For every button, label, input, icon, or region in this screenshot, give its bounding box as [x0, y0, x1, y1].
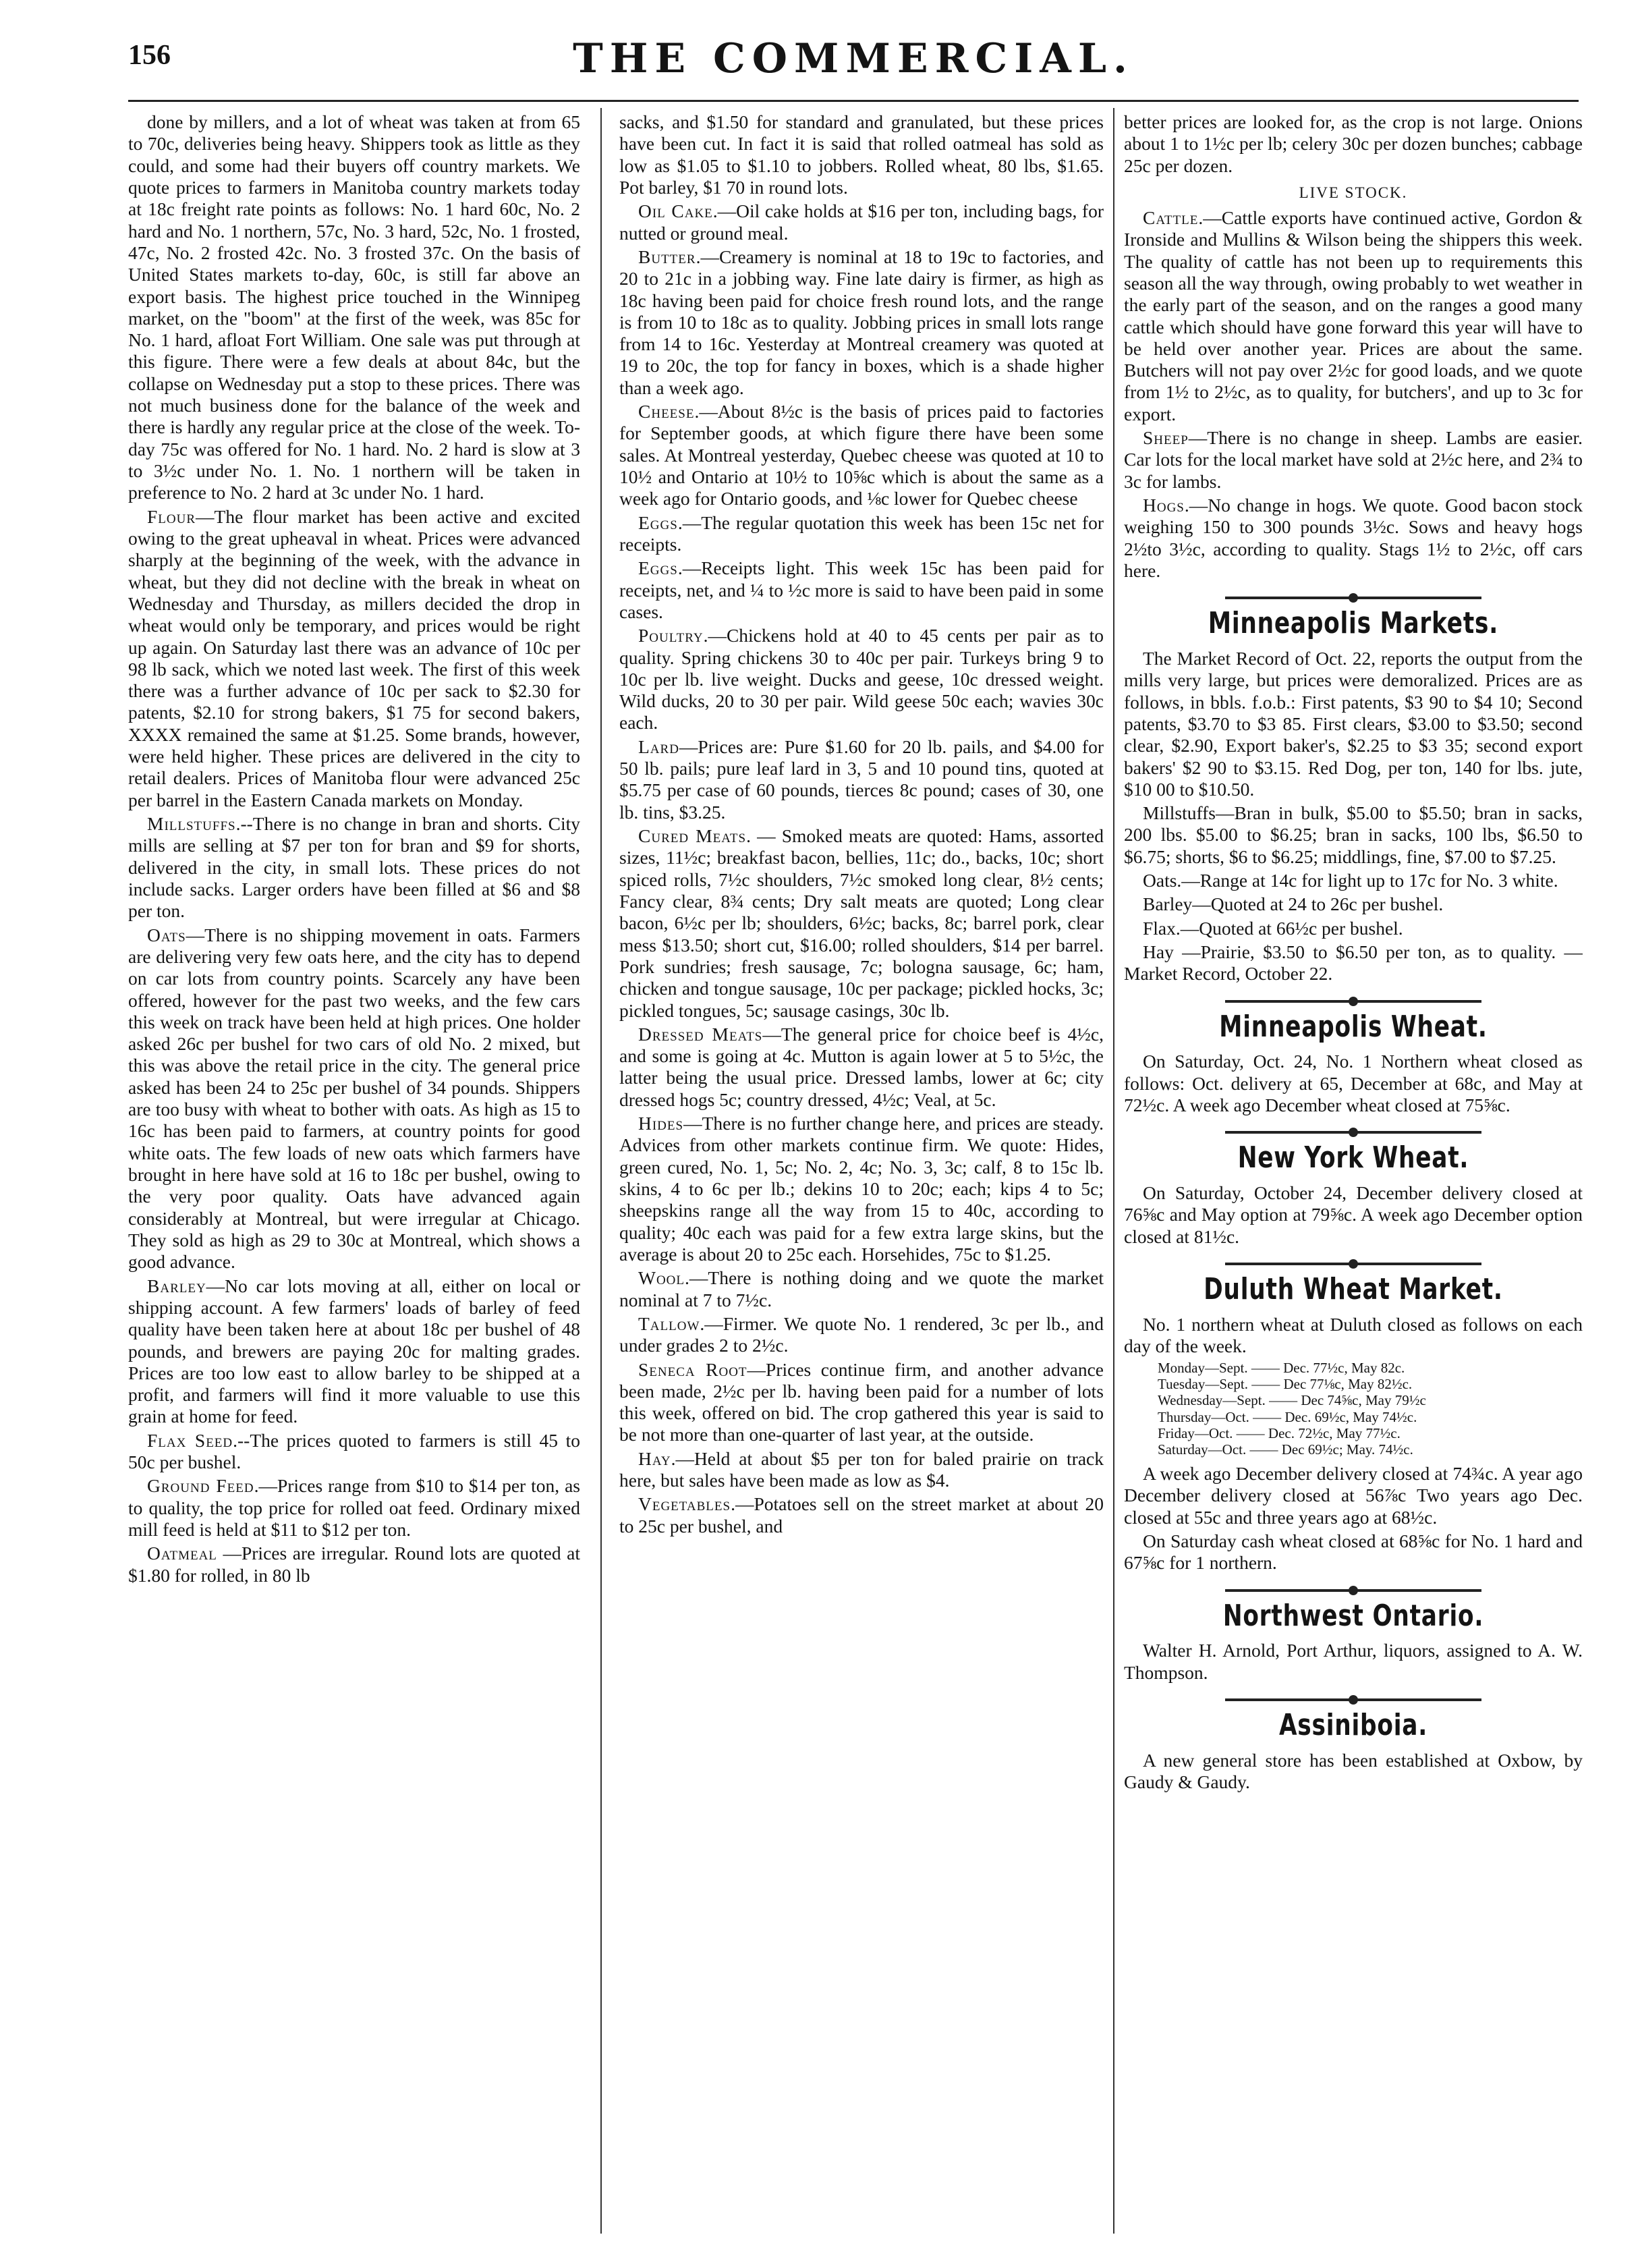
paragraph-text: —Prices are: Pure $1.60 for 20 lb. pails, and $4.00 for 50 lb. pails; pure leaf lard in 3, 5 and 10 pound tins, quoted at $5.75 per case of 60 pounds, tierces 8c pound; cases of 30, one lb. tins, $3.25.	[619, 736, 1104, 823]
article-paragraph	[619, 401, 1104, 510]
paragraph-text: .—About 8½c is the basis of prices paid to factories for September goods, at which figure there have been some sales. At Montreal yesterday, Quebec cheese was quoted at 10 to 10½ and Ontario at 10½ to 10⅝c which is about the same as a week ago for Ontario goods, and ⅛c lower for Quebec cheese	[619, 401, 1104, 509]
section-heading: Duluth Wheat Market.	[1204, 1271, 1503, 1306]
paragraph-text: done by millers, and a lot of wheat was taken at from 65 to 70c, deliveries being heavy. Shippers took as little as they could, and some had their buyers off country markets. We quote prices to farmers in Manitoba country markets today at 18c freight rate points as follows: No. 1 hard 60c, No. 2 hard and No. 1 northern, 57c, No. 3 hard, 52c, No. 1 frosted, 47c, No. 2 frosted 42c. No. 3 frosted 37c. On the basis of United States markets to-day, 60c, is still far above an export basis. The highest price touched in the Winnipeg market, on the "boom" at the first of the week, was 85c for No. 1 hard, afloat Fort William. One sale was put through at this figure. There were a few deals at about 84c, but the collapse on Wednesday put a stop to these prices. There was not much business done for the balance of the week and there is hardly any regular price at the close of the week. To-day 75c was offered for No. 1 hard. No. 2 hard is slow at 3 to 3½c under No. 1. No. 1 northern will be taken in preference to No. 2 hard at 3c under No. 1 hard.	[128, 111, 580, 503]
paragraph-text: .—Chickens hold at 40 to 45 cents per pair as to quality. Spring chickens 30 to 40c per pair. Turkeys bring 9 to 10c per lb. live weight. Ducks and geese, 10c dressed weight. Wild ducks, 20 to 30 per pair. Wild geese 50c each; wavies 30c each.	[619, 625, 1104, 734]
paragraph-text: .—Held at about $5 per ton for baled prairie on track here, but sales have been made as low as $4.	[619, 1447, 1104, 1491]
section-divider	[1225, 1000, 1481, 1003]
paragraph-text: . — Smoked meats are quoted: Hams, assorted sizes, 11½c; breakfast bacon, bellies, 11c; do., backs, 10c; short spiced rolls, 7½c shoulders, 7½c smoked long clear, 8½ cents; Fancy clear, 8¾ cents; Dry salt meats are quoted; Long clear bacon, 6½c per lb; shoulders, 6½c; backs, 8c; barrel pork, clear mess $13.50; short cut, $16.00; rolled shoulders, $14 per barrel. Pork sundries; fresh sausage, 7c; bologna sausage, 6c; ham, chicken and tongue sausage, 10c per package; pickled hocks, 3c; pickled tongues, 5c; sausage casings, 30c lb.	[619, 825, 1104, 1021]
paragraph-text: .—Cattle exports have continued active, Gordon & Ironside and Mullins & Wilson being the shippers this week. The quality of cattle has not been up to requirements this season all the way through, owing probably to wet weather in the early part of the season, and on the ranges a good many cattle which should have gone forward this year will have to be held over another year. Prices are about the same. Butchers will not pay over 2½c for good loads, and we quote from 1½ to 2½c, as to quality, for butchers', and up to 3c for export.	[1124, 206, 1583, 424]
paragraph-text: —Prices continue firm, and another advance been made, 2½c per lb. having been paid for a number of lots this week, offered on bid. The crop gathered this year is said to be not more than one-quarter of last year, at the outside.	[619, 1358, 1104, 1445]
table-row: Tuesday—Sept. —— Dec 77⅛c, May 82½c.	[1158, 1376, 1413, 1393]
paragraph-text: Millstuffs—Bran in bulk, $5.00 to $5.50; bran in sacks, 200 lbs. $5.00 to $6.25; bran in sacks, 100 lbs, $6.50 to $6.75; shorts, $6 to $6.25; middlings, fine, $7.00 to $7.25.	[1124, 802, 1583, 867]
paragraph-lead: Cattle	[1143, 206, 1199, 228]
paragraph-text: .—Potatoes sell on the street market at about 20 to 25c per bushel, and	[619, 1493, 1104, 1537]
article-paragraph	[1124, 893, 1583, 915]
paragraph-lead: Flour	[147, 505, 196, 527]
paragraph-lead: Eggs	[638, 511, 678, 533]
paragraph-text: Hay —Prairie, $3.50 to $6.50 per ton, as to quality. —Market Record, October 22.	[1124, 941, 1583, 985]
article-paragraph	[619, 1113, 1104, 1265]
paragraph-text: .—Receipts light. This week 15c has been paid for receipts, net, and ¼ to ½c more is said to have been paid in some cases.	[619, 557, 1104, 622]
section-heading: Minneapolis Wheat.	[1219, 1009, 1488, 1044]
paragraph-text: —There is no change in sheep. Lambs are easier. Car lots for the local market have sold at 2½c here, and 2¾ to 3c for lambs.	[1124, 427, 1583, 492]
paragraph-text: —There is no shipping movement in oats. Farmers are delivering very few oats here, and the city has to depend on car lots from country points. Scarcely any have been offered, however for the past two weeks, and the few cars this week on track have been held at high prices. One holder asked 26c per bushel for two cars of old No. 2 mixed, but this was above the retail price in the city. The general price asked has been 24 to 25c per bushel of 34 pounds. Shippers are too busy with wheat to bother with oats. As high as 15 to 16c has been paid to farmers, at country points for good white oats. The few loads of new oats which farmers have brought in here have sold at 16 to 18c per bushel, owing to the very poor quality. Oats have advanced again considerably at Montreal, but were irregular at Chicago. They sold as high as 29 to 30c at Montreal, which shows a good advance.	[128, 924, 580, 1273]
paragraph-lead: Eggs	[638, 557, 678, 579]
article-paragraph	[619, 111, 1104, 198]
paragraph-text: Oats.—Range at 14c for light up to 17c for No. 3 white.	[1143, 870, 1558, 891]
paragraph-text: sacks, and $1.50 for standard and granulated, but these prices have been cut. In fact it is said that rolled oatmeal has sold as low as $1.05 to $1.10 to jobbers. Rolled wheat, 80 lbs, $1.65. Pot barley, $1 70 in round lots.	[619, 111, 1104, 198]
paragraph-lead: Poultry	[638, 625, 704, 646]
article-paragraph	[128, 1475, 580, 1541]
minneapolis-markets-section	[1124, 597, 1583, 641]
section-divider	[1225, 597, 1481, 599]
assiniboia-section	[1124, 1698, 1583, 1743]
section-divider	[1225, 1698, 1481, 1701]
article-paragraph	[128, 1543, 580, 1586]
paragraph-text: .--There is no change in bran and shorts. City mills are selling at $7 per ton for bran and $9 for shorts, delivered in the city, in small lots. These prices do not include sacks. Larger orders have been filled at $6 and $8 per ton.	[128, 813, 580, 922]
paragraph-text: Flax.—Quoted at 66½c per bushel.	[1143, 917, 1403, 939]
article-paragraph	[619, 736, 1104, 823]
paragraph-lead: Butter	[638, 246, 696, 267]
paragraph-text: .—The regular quotation this week has been 15c net for receipts.	[619, 511, 1104, 555]
article-paragraph	[619, 1267, 1104, 1311]
live-stock-section	[1124, 207, 1583, 582]
article-paragraph: On Saturday cash wheat closed at 68⅝c for No. 1 hard and 67⅝c for 1 northern.	[1124, 1530, 1583, 1574]
article-paragraph	[619, 557, 1104, 623]
new-york-wheat-text: On Saturday, October 24, December delivery closed at 76⅝c and May option at 79⅝c. A week ago December option closed at 81½c.	[1124, 1182, 1583, 1247]
article-paragraph	[128, 1430, 580, 1474]
paragraph-text: —There is no further change here, and prices are steady. Advices from other markets continue firm. We quote: Hides, green cured, No. 1, 5c; No. 2, 4c; No. 3, 3c; calf, 8 to 15c lb. skins, 4 to 6c per lb.; dekins 10 to 20c; each; kips 4 to 5c; sheepskins range all the way from 15 to 40c, according to quality; 40c each was paid for a few extra large skins, but the average is about 20 to 25c each. Horsehides, 75c to $1.25.	[619, 1113, 1104, 1265]
paragraph-lead: Hides	[638, 1113, 684, 1134]
article-paragraph	[128, 924, 580, 1273]
column-1	[128, 111, 580, 2230]
paragraph-text: .—Prices range from $10 to $14 per ton, as to quality, the top price for rolled oat feed. Ordinary mixed mill feed is held at $11 to $12 per ton.	[128, 1475, 580, 1540]
masthead-title: THE COMMERCIAL.	[573, 35, 1134, 82]
northwest-ontario-section	[1124, 1589, 1583, 1634]
paragraph-text: better prices are looked for, as the crop is not large. Onions about 1 to 1½c per lb; celery 30c per dozen bunches; cabbage 25c per dozen.	[1124, 111, 1583, 176]
duluth-body	[1124, 1463, 1583, 1574]
paragraph-text: .—Oil cake holds at $16 per ton, including bags, for nutted or ground meal.	[619, 200, 1104, 244]
article-paragraph	[619, 1024, 1104, 1111]
minneapolis-wheat-section	[1124, 1000, 1583, 1045]
column-3	[1124, 111, 1583, 2230]
paragraph-lead: Wool	[638, 1267, 685, 1289]
article-paragraph	[128, 1275, 580, 1428]
duluth-price-table	[1124, 1360, 1583, 1458]
article-paragraph	[619, 200, 1104, 244]
article-paragraph	[1124, 648, 1583, 800]
article-paragraph	[128, 813, 580, 922]
paragraph-lead: Barley	[147, 1275, 206, 1296]
paragraph-lead: Vegetables	[638, 1493, 731, 1515]
paragraph-lead: Cured Meats	[638, 825, 747, 846]
paragraph-text: —Prices are irregular. Round lots are quoted at $1.80 for rolled, in 80 lb	[128, 1543, 580, 1586]
article-paragraph	[619, 825, 1104, 1022]
duluth-intro: No. 1 northern wheat at Duluth closed as follows on each day of the week.	[1124, 1313, 1583, 1356]
table-row: Monday—Sept. —— Dec. 77½c, May 82c.	[1158, 1360, 1405, 1377]
article-paragraph	[1124, 427, 1583, 493]
minneapolis-wheat-text: On Saturday, Oct. 24, No. 1 Northern wheat closed as follows: Oct. delivery at 65, December at 68c, and May at 72½c. A week ago December wheat closed at 75⅝c.	[1124, 1051, 1583, 1115]
article-paragraph	[1124, 111, 1583, 177]
paragraph-lead: Sheep	[1143, 427, 1189, 449]
section-heading: Assiniboia.	[1278, 1707, 1428, 1742]
column-divider	[600, 108, 602, 2234]
section-divider	[1225, 1589, 1481, 1592]
article-paragraph	[619, 625, 1104, 734]
new-york-wheat-section	[1124, 1131, 1583, 1176]
table-row: Wednesday—Sept. —— Dec 74⅝c, May 79½c	[1158, 1392, 1426, 1409]
column-2	[619, 111, 1104, 2230]
northwest-ontario-text: Walter H. Arnold, Port Arthur, liquors, assigned to A. W. Thompson.	[1124, 1640, 1583, 1683]
table-row: Saturday—Oct. —— Dec 69½c; May. 74½c.	[1158, 1441, 1413, 1458]
section-heading: Minneapolis Markets.	[1208, 606, 1499, 641]
paragraph-text: —The flour market has been active and excited owing to the great upheaval in wheat. Prices were advanced sharply at the beginning of the week, with the advance in wheat, but they did not decline with the break in wheat on Wednesday and Thursday, as millers decided the drop in wheat would only be temporary, and prices would be right up again. On Saturday last there was an advance of 10c per 98 lb sack, which we noted last week. The first of this week there was a further advance of 10c per sack to $2.30 for patents, $2.10 for strong bakers, $1 75 for second bakers, XXXX remained the same at $1.25. Some brands, however, were held higher. These prices are delivered in the city to retail dealers. Prices of Manitoba flour were advanced 25c per barrel in the Eastern Canada markets on Monday.	[128, 505, 580, 810]
paragraph-text: .—Firmer. We quote No. 1 rendered, 3c per lb., and under grades 2 to 2½c.	[619, 1312, 1104, 1356]
paragraph-lead: Ground Feed	[147, 1475, 254, 1497]
paragraph-text: .—Creamery is nominal at 18 to 19c to factories, and 20 to 21c in a jobbing way. Fine late dairy is firmer, as high as 18c having been paid for choice fresh round lots, and the range is from 10 to 18c as to quality. Jobbing prices in small lots range from 14 to 16c. Yesterday at Montreal creamery was quoted at 19 to 20c, the top for fancy in boxes, which is a shade higher than a week ago.	[619, 246, 1104, 398]
article-paragraph	[1124, 802, 1583, 868]
column-divider	[1113, 108, 1114, 2234]
article-paragraph	[619, 1493, 1104, 1537]
paragraph-lead: Seneca Root	[638, 1358, 747, 1380]
paragraph-lead: Oil Cake	[638, 200, 713, 222]
paragraph-lead: Cheese	[638, 401, 695, 422]
header-rule	[128, 100, 1579, 102]
page-number: 156	[128, 40, 171, 71]
section-heading: Northwest Ontario.	[1222, 1598, 1484, 1633]
paragraph-lead: Hogs	[1143, 495, 1185, 516]
article-paragraph	[128, 506, 580, 811]
vegetables-continued	[1124, 111, 1583, 177]
section-divider	[1225, 1131, 1481, 1134]
article-paragraph	[619, 1448, 1104, 1492]
article-paragraph	[619, 246, 1104, 399]
article-paragraph	[619, 1313, 1104, 1357]
table-row: Friday—Oct. —— Dec. 72½c, May 77½c.	[1158, 1425, 1401, 1441]
paragraph-lead: Oatmeal	[147, 1543, 217, 1564]
paragraph-lead: Tallow	[638, 1312, 700, 1334]
paragraph-lead: Lard	[638, 736, 679, 757]
article-paragraph	[619, 1359, 1104, 1446]
paragraph-lead: Millstuffs	[147, 813, 236, 834]
paragraph-text: —No car lots moving at all, either on local or shipping account. A few farmers' loads of barley of feed quality have been taken here at about 18c per bushel of 48 pounds, and brewers are paying 20c for malting grades. Prices are too low east to allow barley to be shipped at a profit, and farmers will find it more valuable to use this grain at home for feed.	[128, 1275, 580, 1427]
paragraph-text: The Market Record of Oct. 22, reports the output from the mills very large, but prices were demoralized. Prices are as follows, in bbls. f.o.b.: First patents, $3 90 to $4 10; Second patents, $3.70 to $3 85. First clears, $3.00 to $3.50; second clear, $2.90, Export baker's, $2.25 to $3 35; second export bakers' $2 90 to $3.15. Red Dog, per ton, 140 for lbs. jute, $10 00 to $10.50.	[1124, 647, 1583, 800]
duluth-section	[1124, 1263, 1583, 1307]
paragraph-text: —The general price for choice beef is 4½c, and some is going at 4c. Mutton is again lower at 5 to 5½c, the latter being the usual price. Dressed lambs, lower at 6c; city dressed hogs 5c; country dressed, 4½c; Veal, at 5c.	[619, 1023, 1104, 1110]
assiniboia-text: A new general store has been established at Oxbow, by Gaudy & Gaudy.	[1124, 1749, 1583, 1792]
paragraph-text: .—There is nothing doing and we quote the market nominal at 7 to 7½c.	[619, 1267, 1104, 1310]
paragraph-lead: Dressed Meats	[638, 1023, 763, 1045]
article-paragraph	[1124, 207, 1583, 425]
live-stock-heading: LIVE STOCK.	[1299, 184, 1408, 201]
article-paragraph: A week ago December delivery closed at 74¾c. A year ago December delivery closed at 56⅞c Two years ago Dec. closed at 55c and three years ago at 68½c.	[1124, 1463, 1583, 1528]
page-header	[128, 35, 1579, 93]
section-divider	[1225, 1263, 1481, 1265]
paragraph-lead: Hay	[638, 1447, 671, 1469]
article-paragraph	[619, 512, 1104, 556]
table-row: Thursday—Oct. —— Dec. 69½c, May 74½c.	[1158, 1408, 1417, 1425]
article-paragraph	[1124, 495, 1583, 582]
article-paragraph	[128, 111, 580, 504]
section-heading: New York Wheat.	[1237, 1140, 1469, 1176]
paragraph-text: .—No change in hogs. We quote. Good bacon stock weighing 150 to 300 pounds 3½c. Sows and heavy hogs 2½to 3½c, according to quality. Stags 1½ to 2½c, off cars here.	[1124, 495, 1583, 581]
paragraph-text: Barley—Quoted at 24 to 26c per bushel.	[1143, 893, 1444, 915]
article-paragraph	[1124, 870, 1583, 891]
paragraph-lead: Flax Seed	[147, 1429, 233, 1451]
article-paragraph	[1124, 941, 1583, 985]
paragraph-text: .--The prices quoted to farmers is still 45 to 50c per bushel.	[128, 1429, 580, 1473]
paragraph-lead: Oats	[147, 924, 186, 945]
article-paragraph	[1124, 918, 1583, 939]
minneapolis-markets-body	[1124, 648, 1583, 985]
